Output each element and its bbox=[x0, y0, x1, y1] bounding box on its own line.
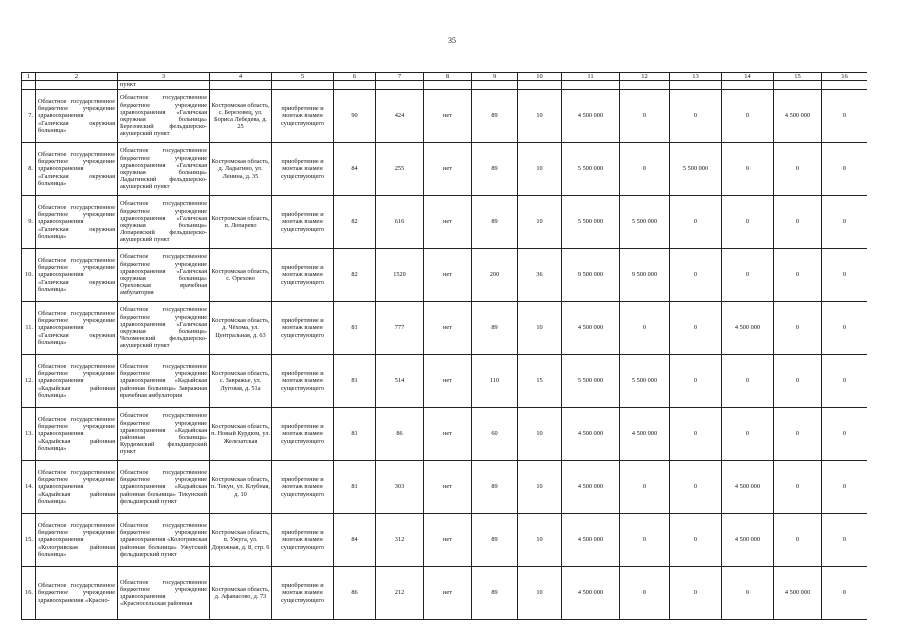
column-header-2: 2 bbox=[36, 73, 118, 81]
value-col-7: 86 bbox=[376, 408, 424, 461]
value-col-9: 89 bbox=[472, 461, 518, 514]
table-row bbox=[22, 249, 868, 302]
value-col-15: 0 bbox=[774, 408, 822, 461]
value-col-14: 0 bbox=[722, 355, 774, 408]
value-col-14: 4 500 000 bbox=[722, 302, 774, 355]
value-col-12: 5 500 000 bbox=[620, 355, 670, 408]
row-number: 13. bbox=[22, 408, 36, 461]
value-col-6: 81 bbox=[334, 302, 376, 355]
value-col-8: нет bbox=[424, 90, 472, 143]
table-cell bbox=[22, 81, 36, 90]
value-col-12: 9 500 000 bbox=[620, 249, 670, 302]
organization-name: Областное государственное бюджетное учреждение здравоохранения «Галичская окружная больница» bbox=[36, 143, 118, 196]
value-col-14: 0 bbox=[722, 408, 774, 461]
facility-name: Областное государственное бюджетное учреждение здравоохранения «Красносельская районная bbox=[118, 567, 210, 620]
value-col-7: 312 bbox=[376, 514, 424, 567]
value-col-13: 0 bbox=[670, 90, 722, 143]
value-col-14: 0 bbox=[722, 567, 774, 620]
value-col-10: 10 bbox=[518, 302, 562, 355]
work-type: приобретение и монтаж взамен существующего bbox=[272, 90, 334, 143]
facility-name: Областное государственное бюджетное учреждение здравоохранения «Галичская окружная больница» Березовский фельдшерско-акушерский пункт bbox=[118, 90, 210, 143]
organization-name: Областное государственное бюджетное учреждение здравоохранения «Кадыйская районная больница» bbox=[36, 461, 118, 514]
table-row bbox=[22, 196, 868, 249]
facility-address: Костромская область, п. Лопарево bbox=[210, 196, 272, 249]
page-number: 35 bbox=[448, 36, 456, 45]
organization-name: Областное государственное бюджетное учреждение здравоохранения «Красно- bbox=[36, 567, 118, 620]
facility-name: Областное государственное бюджетное учреждение здравоохранения «Галичская окружная больница» Ладыгинский фельдшерско-акушерский пункт bbox=[118, 143, 210, 196]
value-col-11: 5 500 000 bbox=[562, 196, 620, 249]
value-col-15: 0 bbox=[774, 461, 822, 514]
organization-name: Областное государственное бюджетное учреждение здравоохранения «Галичская окружная больница» bbox=[36, 196, 118, 249]
row-number: 11. bbox=[22, 302, 36, 355]
column-header-7: 7 bbox=[376, 73, 424, 81]
value-col-15: 0 bbox=[774, 514, 822, 567]
value-col-9: 89 bbox=[472, 302, 518, 355]
value-col-10: 10 bbox=[518, 514, 562, 567]
row-number: 9. bbox=[22, 196, 36, 249]
table-cell bbox=[272, 81, 334, 90]
value-col-16: 0 bbox=[822, 567, 868, 620]
table-cell bbox=[36, 81, 118, 90]
facility-address: Костромская область, д. Ладыгино, ул. Ленина, д. 35 bbox=[210, 143, 272, 196]
table-cell bbox=[620, 81, 670, 90]
value-col-15: 0 bbox=[774, 196, 822, 249]
value-col-10: 10 bbox=[518, 408, 562, 461]
facility-name: Областное государственное бюджетное учреждение здравоохранения «Кадыйская районная больница» Текунский фельдшерский пункт bbox=[118, 461, 210, 514]
value-col-8: нет bbox=[424, 408, 472, 461]
table-row bbox=[22, 90, 868, 143]
value-col-14: 0 bbox=[722, 249, 774, 302]
column-header-6: 6 bbox=[334, 73, 376, 81]
value-col-13: 0 bbox=[670, 408, 722, 461]
value-col-7: 514 bbox=[376, 355, 424, 408]
value-col-8: нет bbox=[424, 355, 472, 408]
table-cell bbox=[424, 81, 472, 90]
column-header-15: 15 bbox=[774, 73, 822, 81]
table-cell bbox=[334, 81, 376, 90]
value-col-16: 0 bbox=[822, 355, 868, 408]
value-col-16: 0 bbox=[822, 196, 868, 249]
facility-address: Костромская область, с. Березовец, ул. Бориса Лебедева, д. 25 bbox=[210, 90, 272, 143]
facility-name: Областное государственное бюджетное учреждение здравоохранения «Кадыйская районная больница» Завражная врачебная амбулатория bbox=[118, 355, 210, 408]
table-cell bbox=[722, 81, 774, 90]
value-col-8: нет bbox=[424, 249, 472, 302]
value-col-9: 89 bbox=[472, 567, 518, 620]
value-col-14: 0 bbox=[722, 90, 774, 143]
value-col-8: нет bbox=[424, 567, 472, 620]
value-col-9: 89 bbox=[472, 514, 518, 567]
work-type: приобретение и монтаж взамен существующего bbox=[272, 461, 334, 514]
value-col-14: 4 500 000 bbox=[722, 514, 774, 567]
value-col-10: 15 bbox=[518, 355, 562, 408]
work-type: приобретение и монтаж взамен существующего bbox=[272, 567, 334, 620]
value-col-6: 84 bbox=[334, 514, 376, 567]
value-col-9: 89 bbox=[472, 90, 518, 143]
column-header-11: 11 bbox=[562, 73, 620, 81]
value-col-13: 0 bbox=[670, 355, 722, 408]
value-col-9: 200 bbox=[472, 249, 518, 302]
organization-name: Областное государственное бюджетное учреждение здравоохранения «Галичская окружная больница» bbox=[36, 90, 118, 143]
value-col-16: 0 bbox=[822, 143, 868, 196]
value-col-13: 0 bbox=[670, 514, 722, 567]
value-col-15: 4 500 000 bbox=[774, 567, 822, 620]
row-number: 14. bbox=[22, 461, 36, 514]
value-col-11: 9 500 000 bbox=[562, 249, 620, 302]
header-row bbox=[22, 73, 868, 81]
table-cell bbox=[562, 81, 620, 90]
value-col-8: нет bbox=[424, 461, 472, 514]
column-header-9: 9 bbox=[472, 73, 518, 81]
value-col-13: 5 500 000 bbox=[670, 143, 722, 196]
value-col-12: 0 bbox=[620, 567, 670, 620]
value-col-11: 4 500 000 bbox=[562, 408, 620, 461]
table-row bbox=[22, 567, 868, 620]
value-col-6: 84 bbox=[334, 143, 376, 196]
value-col-13: 0 bbox=[670, 249, 722, 302]
facility-address: Костромская область, д. Афанасово, д. 73 bbox=[210, 567, 272, 620]
facility-name: Областное государственное бюджетное учреждение здравоохранения «Галичская окружная больница» Чехоменский фельдшерско-акушерский пункт bbox=[118, 302, 210, 355]
value-col-10: 10 bbox=[518, 461, 562, 514]
value-col-12: 5 500 000 bbox=[620, 196, 670, 249]
value-col-10: 10 bbox=[518, 567, 562, 620]
value-col-15: 4 500 000 bbox=[774, 90, 822, 143]
value-col-8: нет bbox=[424, 514, 472, 567]
facility-name: Областное государственное бюджетное учреждение здравоохранения «Кологривская районная больница» Ужугский фельдшерский пункт bbox=[118, 514, 210, 567]
work-type: приобретение и монтаж взамен существующего bbox=[272, 196, 334, 249]
column-header-8: 8 bbox=[424, 73, 472, 81]
value-col-16: 0 bbox=[822, 90, 868, 143]
value-col-10: 10 bbox=[518, 90, 562, 143]
value-col-12: 4 500 000 bbox=[620, 408, 670, 461]
value-col-14: 4 500 000 bbox=[722, 461, 774, 514]
value-col-12: 0 bbox=[620, 90, 670, 143]
value-col-12: 0 bbox=[620, 514, 670, 567]
column-header-16: 16 bbox=[822, 73, 868, 81]
facility-address: Костромская область, с. Завражье, ул. Луговая, д. 51а bbox=[210, 355, 272, 408]
organization-name: Областное государственное бюджетное учреждение здравоохранения «Галичская окружная больница» bbox=[36, 302, 118, 355]
value-col-15: 0 bbox=[774, 249, 822, 302]
organization-name: Областное государственное бюджетное учреждение здравоохранения «Кологривская районная больница» bbox=[36, 514, 118, 567]
table-row bbox=[22, 302, 868, 355]
work-type: приобретение и монтаж взамен существующего bbox=[272, 143, 334, 196]
value-col-13: 0 bbox=[670, 196, 722, 249]
facility-address: Костромская область, д. Чёхома, ул. Центральная, д. 63 bbox=[210, 302, 272, 355]
value-col-15: 0 bbox=[774, 143, 822, 196]
work-type: приобретение и монтаж взамен существующего bbox=[272, 249, 334, 302]
value-col-11: 5 500 000 bbox=[562, 143, 620, 196]
value-col-12: 0 bbox=[620, 461, 670, 514]
row-number: 8. bbox=[22, 143, 36, 196]
value-col-11: 4 500 000 bbox=[562, 461, 620, 514]
value-col-12: 0 bbox=[620, 143, 670, 196]
table-container bbox=[21, 72, 867, 632]
row-number: 12. bbox=[22, 355, 36, 408]
value-col-16: 0 bbox=[822, 249, 868, 302]
value-col-7: 212 bbox=[376, 567, 424, 620]
table-cell bbox=[210, 81, 272, 90]
value-col-7: 616 bbox=[376, 196, 424, 249]
column-header-5: 5 bbox=[272, 73, 334, 81]
data-table bbox=[21, 72, 867, 620]
value-col-13: 0 bbox=[670, 567, 722, 620]
value-col-10: 36 bbox=[518, 249, 562, 302]
value-col-9: 110 bbox=[472, 355, 518, 408]
value-col-6: 81 bbox=[334, 355, 376, 408]
column-header-14: 14 bbox=[722, 73, 774, 81]
column-header-12: 12 bbox=[620, 73, 670, 81]
value-col-8: нет bbox=[424, 143, 472, 196]
value-col-15: 0 bbox=[774, 302, 822, 355]
value-col-11: 4 500 000 bbox=[562, 90, 620, 143]
value-col-7: 255 bbox=[376, 143, 424, 196]
value-col-14: 0 bbox=[722, 196, 774, 249]
value-col-13: 0 bbox=[670, 461, 722, 514]
table-row bbox=[22, 143, 868, 196]
continuation-text: пункт bbox=[118, 81, 210, 90]
value-col-16: 0 bbox=[822, 461, 868, 514]
facility-address: Костромская область, с. Орехово bbox=[210, 249, 272, 302]
row-number: 7. bbox=[22, 90, 36, 143]
table-cell bbox=[472, 81, 518, 90]
value-col-16: 0 bbox=[822, 408, 868, 461]
facility-name: Областное государственное бюджетное учреждение здравоохранения «Галичская окружная больница» Лопаревский фельдшерско-акушерский пункт bbox=[118, 196, 210, 249]
table-row bbox=[22, 514, 868, 567]
work-type: приобретение и монтаж взамен существующего bbox=[272, 302, 334, 355]
row-number: 15. bbox=[22, 514, 36, 567]
value-col-9: 89 bbox=[472, 196, 518, 249]
value-col-15: 0 bbox=[774, 355, 822, 408]
facility-name: Областное государственное бюджетное учреждение здравоохранения «Кадыйская районная больница» Курдюмский фельдшерский пункт bbox=[118, 408, 210, 461]
value-col-6: 82 bbox=[334, 196, 376, 249]
table-cell bbox=[774, 81, 822, 90]
value-col-14: 0 bbox=[722, 143, 774, 196]
table-row bbox=[22, 408, 868, 461]
organization-name: Областное государственное бюджетное учреждение здравоохранения «Кадыйская районная больница» bbox=[36, 408, 118, 461]
value-col-13: 0 bbox=[670, 302, 722, 355]
table-row bbox=[22, 355, 868, 408]
table-cell bbox=[670, 81, 722, 90]
work-type: приобретение и монтаж взамен существующего bbox=[272, 408, 334, 461]
value-col-8: нет bbox=[424, 302, 472, 355]
value-col-9: 60 bbox=[472, 408, 518, 461]
column-header-1: 1 bbox=[22, 73, 36, 81]
column-header-4: 4 bbox=[210, 73, 272, 81]
column-header-10: 10 bbox=[518, 73, 562, 81]
facility-address: Костромская область, п. Ужуга, ул. Дорожная, д. 8, стр. 6 bbox=[210, 514, 272, 567]
column-header-13: 13 bbox=[670, 73, 722, 81]
work-type: приобретение и монтаж взамен существующего bbox=[272, 355, 334, 408]
value-col-6: 90 bbox=[334, 90, 376, 143]
table-cell bbox=[822, 81, 868, 90]
value-col-6: 86 bbox=[334, 567, 376, 620]
value-col-16: 0 bbox=[822, 302, 868, 355]
value-col-12: 0 bbox=[620, 302, 670, 355]
value-col-6: 82 bbox=[334, 249, 376, 302]
column-header-3: 3 bbox=[118, 73, 210, 81]
row-number: 16. bbox=[22, 567, 36, 620]
continuation-row bbox=[22, 81, 868, 90]
value-col-7: 303 bbox=[376, 461, 424, 514]
value-col-11: 4 500 000 bbox=[562, 514, 620, 567]
table-cell bbox=[376, 81, 424, 90]
value-col-6: 81 bbox=[334, 461, 376, 514]
work-type: приобретение и монтаж взамен существующего bbox=[272, 514, 334, 567]
value-col-9: 89 bbox=[472, 143, 518, 196]
organization-name: Областное государственное бюджетное учреждение здравоохранения «Кадыйская районная больница» bbox=[36, 355, 118, 408]
facility-name: Областное государственное бюджетное учреждение здравоохранения «Галичская окружная больница» Ореховская врачебная амбулатория bbox=[118, 249, 210, 302]
value-col-7: 1520 bbox=[376, 249, 424, 302]
row-number: 10. bbox=[22, 249, 36, 302]
facility-address: Костромская область, п. Текун, ул. Клубная, д. 10 bbox=[210, 461, 272, 514]
table-cell bbox=[518, 81, 562, 90]
value-col-10: 10 bbox=[518, 196, 562, 249]
facility-address: Костромская область, п. Новый Курдюм, ул. Железатская bbox=[210, 408, 272, 461]
table-row bbox=[22, 461, 868, 514]
value-col-11: 4 500 000 bbox=[562, 567, 620, 620]
value-col-7: 777 bbox=[376, 302, 424, 355]
value-col-10: 10 bbox=[518, 143, 562, 196]
value-col-11: 4 500 000 bbox=[562, 302, 620, 355]
value-col-8: нет bbox=[424, 196, 472, 249]
organization-name: Областное государственное бюджетное учреждение здравоохранения «Галичская окружная больница» bbox=[36, 249, 118, 302]
value-col-11: 5 500 000 bbox=[562, 355, 620, 408]
value-col-7: 424 bbox=[376, 90, 424, 143]
value-col-16: 0 bbox=[822, 514, 868, 567]
value-col-6: 81 bbox=[334, 408, 376, 461]
